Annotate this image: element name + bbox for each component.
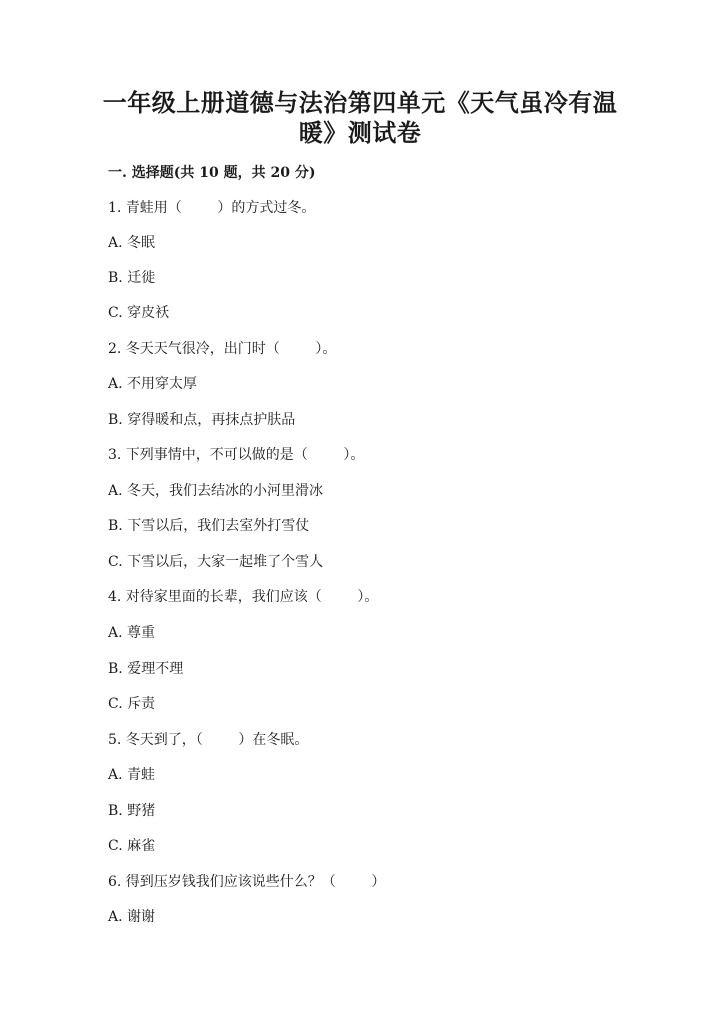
question-4-option-b: B. 爱理不理: [108, 661, 184, 677]
question-3-option-c: C. 下雪以后，大家一起堆了个雪人: [108, 554, 324, 570]
question-4-stem: 4. 对待家里面的长辈，我们应该（ ）。: [108, 589, 379, 605]
question-5-option-c: C. 麻雀: [108, 838, 156, 854]
question-3-option-b: B. 下雪以后，我们去室外打雪仗: [108, 518, 310, 534]
question-2-option-b: B. 穿得暖和点，再抹点护肤品: [108, 412, 296, 428]
question-1-option-c: C. 穿皮袄: [108, 305, 170, 321]
page-title-line-1: 一年级上册道德与法治第四单元《天气虽冷有温: [102, 88, 618, 117]
question-5-option-a: A. 青蛙: [108, 767, 156, 783]
question-5-option-b: B. 野猪: [108, 803, 156, 819]
question-6-stem: 6. 得到压岁钱我们应该说些什么？（ ）: [108, 874, 386, 890]
question-6-option-a: A. 谢谢: [108, 909, 156, 925]
question-3-option-a: A. 冬天，我们去结冰的小河里滑冰: [108, 483, 324, 499]
question-5-stem: 5. 冬天到了，（ ）在冬眠。: [108, 732, 309, 748]
question-2-option-a: A. 不用穿太厚: [108, 376, 198, 392]
question-4-option-c: C. 斥责: [108, 696, 156, 712]
question-4-option-a: A. 尊重: [108, 625, 156, 641]
question-1-option-a: A. 冬眠: [108, 235, 156, 251]
section-heading: 一. 选择题(共 10 题，共 20 分): [108, 165, 316, 181]
question-1-option-b: B. 迁徙: [108, 270, 156, 286]
question-3-stem: 3. 下列事情中，不可以做的是（ ）。: [108, 447, 365, 463]
page-title-line-2: 暖》测试卷: [298, 118, 422, 147]
question-2-stem: 2. 冬天天气很冷，出门时（ ）。: [108, 341, 337, 357]
question-1-stem: 1. 青蛙用（ ）的方式过冬。: [108, 200, 316, 216]
